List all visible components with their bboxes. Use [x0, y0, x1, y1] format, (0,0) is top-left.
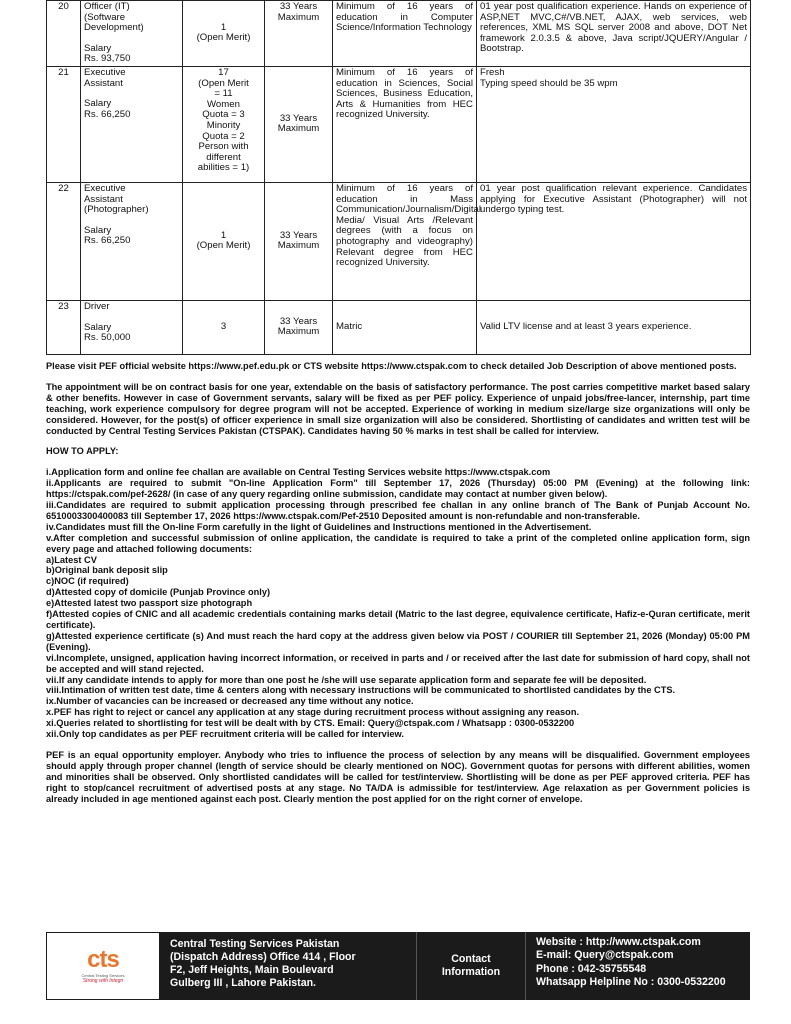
instruction-item: b)Original bank deposit slip: [46, 565, 168, 576]
seats-cell: [183, 66, 265, 182]
contact-label-line: Contact: [451, 953, 491, 965]
qualification-cell: Minimum of 16 years of education in Computer Science/Information Technology: [333, 1, 477, 67]
age-line: Maximum: [277, 326, 320, 338]
seats-line: (Open Merit: [198, 77, 249, 89]
serial-number: 20: [47, 1, 81, 67]
seats-line: Minority: [206, 119, 241, 131]
email-link[interactable]: E-mail: Query@ctspak.com: [536, 949, 674, 962]
age-cell: [265, 182, 333, 300]
post-title-line: Officer (IT): [84, 1, 130, 12]
salary-value: Rs. 66,250: [84, 235, 131, 247]
post-cell: [81, 182, 183, 300]
age-line: 33 Years: [279, 229, 318, 241]
post-title-line: Assistant: [84, 193, 123, 205]
age-line: Maximum: [277, 11, 320, 23]
age-cell: [265, 300, 333, 354]
experience-line: 01 year post qualification relevant experience. Candidates applying for Executive Assistant (Photographer) will not undergo typing test.: [480, 182, 747, 216]
serial-number: 23: [47, 300, 81, 354]
instructions-list: [46, 467, 750, 740]
advertisement-body: [46, 361, 750, 805]
seats-line: Women: [207, 98, 240, 110]
instruction-item: c)NOC (if required): [46, 576, 129, 587]
logo-tagline: Strong with Integri: [82, 978, 124, 984]
age-line: 33 Years: [279, 315, 318, 327]
instruction-item: xii.Only top candidates as per PEF recruitment criteria will be called for interview.: [46, 729, 404, 740]
seats-line: different: [206, 151, 241, 163]
appointment-paragraph: The appointment will be on contract basis for one year, extendable on the basis of satisfactory performance. The post carries competitive market based salary & other benefits. However in case of Government servants, salary will be fixed as per PEF policy. Experience of unpaid jobs/free-lancer, internship, part time teaching, work experience compulsory for degree program will not be accepted. Experience of working in medium size/large size organizations will only be considered. However, for the post(s) of officer experience in small size organization will also be considered. Shortlisting of candidates and written test will be conducted by Central Testing Services Pakistan (CTSPAK). Candidates having 50 % marks in test shall be called for interview.: [46, 381, 750, 436]
instruction-item: vi.Incomplete, unsigned, application having incorrect information, or received in parts and / or received after the last date for submission of hard copy, shall not be accepted and will stand rejected.: [46, 652, 750, 674]
post-title-line: Executive: [84, 66, 126, 78]
experience-cell: [477, 66, 751, 182]
instruction-item: i.Application form and online fee challan are available on Central Testing Services website https://www.ctspak.com: [46, 467, 551, 478]
experience-line: Fresh: [480, 66, 505, 78]
instruction-item: iv.Candidates must fill the On-line Form carefully in the light of Guidelines and Instructions mentioned in the Advertisement.: [46, 521, 592, 532]
instruction-item: ii.Applicants are required to submit "On-line Application Form" till September 17, 2026 (Thursday) 05:00 PM (Evening) at the following link: https://ctspak.com/pef-2628/ (in case of any query regarding online submission, candidate may contact at number given below).: [46, 478, 750, 500]
post-cell: [81, 1, 183, 67]
seats-line: 1: [220, 229, 227, 241]
logo-subtitle: Central Testing Services: [81, 973, 125, 978]
instruction-item: d)Attested copy of domicile (Punjab Province only): [46, 587, 271, 598]
age-line: Maximum: [277, 123, 320, 135]
instruction-item: f)Attested copies of CNIC and all academic credentials containing marks detail (Matric to the last degree, equivalence certificate, Hafiz-e-Quran certificate, merit certificate).: [46, 609, 750, 630]
seats-cell: [183, 182, 265, 300]
instruction-item: ix.Number of vacancies can be increased or decreased any time without any notice.: [46, 696, 414, 707]
experience-cell: [477, 1, 751, 67]
instruction-item: xi.Queries related to shortlisting for test will be dealt with by CTS. Email: Query@ctspak.com / Whatsapp : 0300-0532200: [46, 718, 575, 729]
instruction-item: v.After completion and successful submission of online application, the candidate is required to take a print of the completed online application form, sign every page and attached following documents:: [46, 532, 750, 554]
experience-line: Valid LTV license and at least 3 years experience.: [480, 321, 692, 333]
job-row: [47, 1, 751, 67]
job-row: [47, 66, 751, 182]
age-cell: [265, 66, 333, 182]
instruction-item: iii.Candidates are required to submit application processing through prescribed fee challan in any online branch of The Bank of Punjab Account No. 6510003300400083 till September 17, 2026 https://www.ctspak.com/Pef-2510 Deposited amount is non-refundable and non-transferable.: [46, 500, 750, 521]
job-row: [47, 182, 751, 300]
advertisement-page: [46, 0, 750, 805]
salary-value: Rs. 66,250: [84, 108, 131, 120]
salary-label: Salary: [84, 321, 112, 333]
address-line: F2, Jeff Heights, Main Boulevard: [170, 964, 334, 976]
dispatch-address: [160, 932, 416, 1000]
equal-opportunity-paragraph: PEF is an equal opportunity employer. Anybody who tries to influence the process of selection by any means will be disqualified. Government employees should apply through proper channel (length of service should be clearly mentioned on NOC). Government quotas for persons with different abilities, women and minorities shall be observed. Only shortlisted candidates will be called for test/interview. Shortlisting will be done as per PEF approved criteria. PEF has right to stop/cancel recruitment of advertised posts at any stage. No TA/DA is admissible for test/interview. Age relaxation as per Government policies is already included in age mentioned against each post. Clearly mention the post applied for on the right corner of envelope.: [46, 749, 750, 804]
salary-value: Rs. 93,750: [84, 53, 131, 65]
how-to-apply-heading: HOW TO APPLY:: [46, 446, 119, 457]
logo-text: cts: [87, 946, 119, 973]
seats-line: 17: [218, 66, 229, 78]
job-row: [47, 300, 751, 354]
phone-number: Phone : 042-35755548: [536, 962, 647, 975]
experience-line: Typing speed should be 35 wpm: [480, 77, 618, 89]
footer-contact-bar: [46, 932, 750, 1000]
post-title-line: Executive: [84, 182, 126, 194]
seats-line: (Open Merit): [196, 32, 251, 44]
seats-line: (Open Merit): [196, 240, 251, 252]
post-title-line: (Photographer): [84, 204, 149, 216]
qualification-cell: Matric: [333, 300, 477, 354]
qualification-cell: Minimum of 16 years of education in Mass Communication/Journalism/Digital Media/ Visual Arts /Relevant degrees (with a focus on photography and videography) Relevant degree from HEC recognized University.: [333, 182, 477, 300]
whatsapp-number: Whatsapp Helpline No : 0300-0532200: [536, 976, 726, 989]
salary-label: Salary: [84, 42, 112, 54]
salary-label: Salary: [84, 98, 112, 110]
post-title-line: (Software: [84, 11, 126, 23]
serial-number: 21: [47, 66, 81, 182]
experience-line: 01 year post qualification experience. Hands on experience of ASP,NET MVC,C#/VB.NET, AJAX, web services, web references, XML MS SQL server 2008 and above, DOT Net framework 2.0.3.5 & above, Java script/JQUERY/Angular / Bootstrap.: [480, 1, 747, 55]
post-title-line: Assistant: [84, 77, 123, 89]
post-cell: [81, 300, 183, 354]
contact-information-label: [416, 932, 526, 1000]
address-line: Central Testing Services Pakistan: [170, 938, 340, 950]
seats-cell: [183, 1, 265, 67]
address-line: (Dispatch Address) Office 414 , Floor: [170, 951, 356, 963]
salary-label: Salary: [84, 224, 112, 236]
experience-cell: [477, 300, 751, 354]
post-title-line: Driver: [84, 300, 110, 312]
website-link[interactable]: Website : http://www.ctspak.com: [536, 936, 701, 948]
seats-line: Quota = 3: [202, 109, 245, 121]
instruction-item: e)Attested latest two passport size photograph: [46, 598, 253, 609]
seats-line: = 11: [214, 88, 233, 100]
visit-note: Please visit PEF official website https://www.pef.edu.pk or CTS website https://www.ctspak.com to check detailed Job Description of above mentioned posts.: [46, 360, 737, 371]
job-table: [46, 0, 751, 355]
seats-line: Person with: [198, 141, 249, 153]
serial-number: 22: [47, 182, 81, 300]
salary-value: Rs. 50,000: [84, 332, 131, 344]
address-line: Gulberg III , Lahore Pakistan.: [170, 977, 316, 989]
instruction-item: g)Attested experience certificate (s) And must reach the hard copy at the address given below via POST / COURIER till September 21, 2026 (Monday) 05:00 PM (Evening).: [46, 630, 750, 652]
post-title-line: Development): [84, 22, 144, 34]
seats-line: abilities = 1): [197, 162, 250, 174]
cts-logo: [46, 932, 160, 1000]
seats-cell: [183, 300, 265, 354]
instruction-item: viii.Intimation of written test date, time & centers along with necessary instructions will be communicated to shortlisted candidates by the CTS.: [46, 685, 676, 696]
instruction-item: a)Latest CV: [46, 554, 97, 565]
seats-line: Quota = 2: [202, 130, 245, 142]
instruction-item: vii.If any candidate intends to apply for more than one post he /she will use separate application form and separate fee will be deposited.: [46, 674, 647, 685]
post-cell: [81, 66, 183, 182]
qualification-cell: Minimum of 16 years of education in Sciences, Social Sciences, Business Education, Arts & Humanities from HEC recognized University.: [333, 66, 477, 182]
seats-line: 1: [220, 21, 227, 33]
contact-details: [526, 932, 750, 1000]
age-line: 33 Years: [279, 112, 318, 124]
instruction-item: x.PEF has right to reject or cancel any application at any stage during recruitment process without assigning any reason.: [46, 707, 580, 718]
seats-line: 3: [220, 321, 227, 333]
age-line: Maximum: [277, 240, 320, 252]
contact-label-line: Information: [441, 966, 501, 978]
experience-cell: [477, 182, 751, 300]
age-line: 33 Years: [279, 1, 318, 12]
age-cell: [265, 1, 333, 67]
